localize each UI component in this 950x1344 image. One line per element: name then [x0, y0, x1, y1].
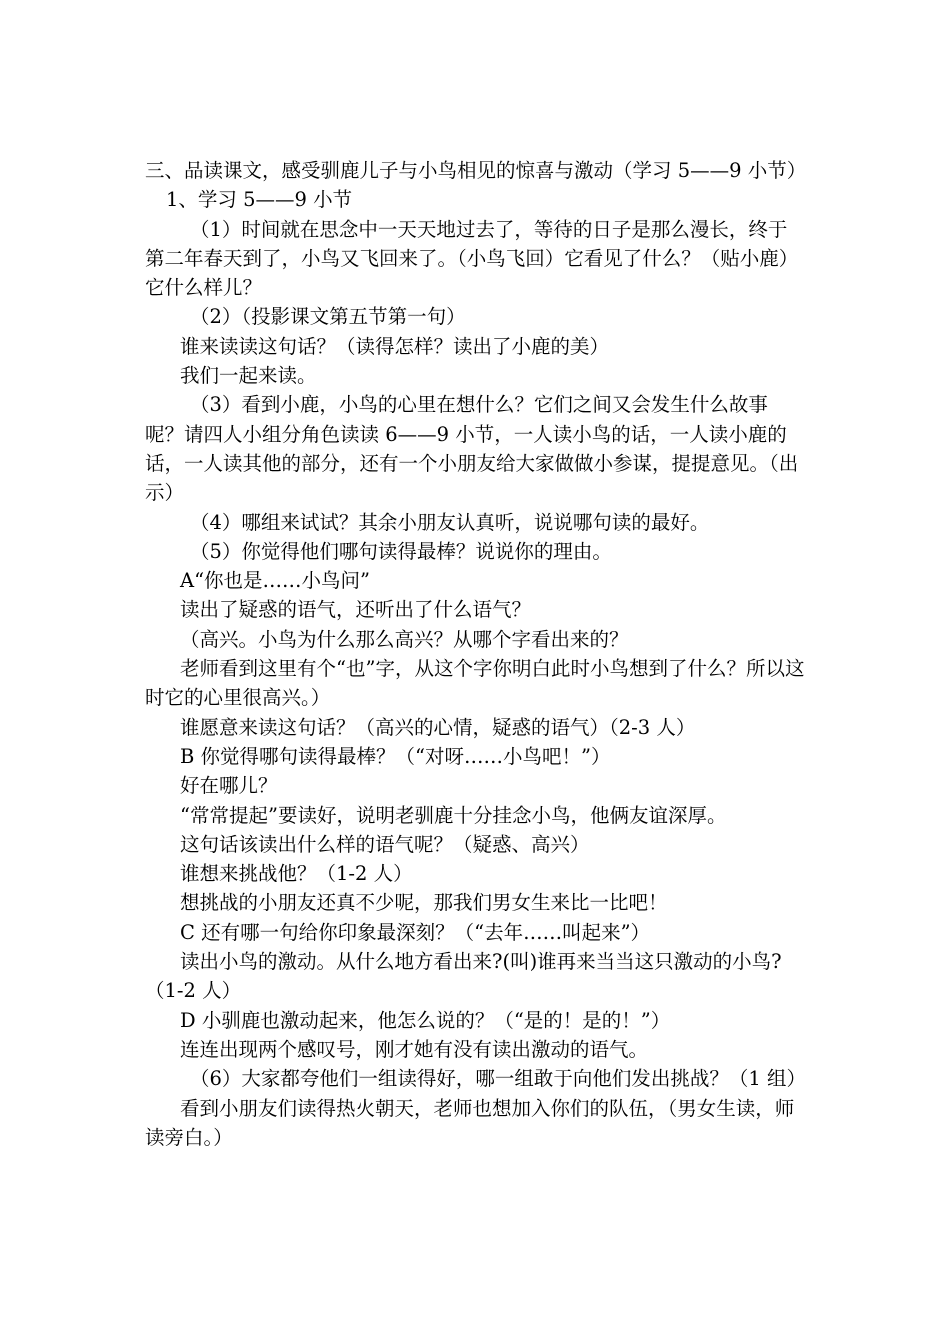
paragraph: 读出了疑惑的语气，还听出了什么语气？ [180, 598, 532, 622]
paragraph: 看到小朋友们读得热火朝天，老师也想加入你们的队伍，（男女生读，师读旁白。） [145, 1096, 795, 1149]
paragraph: 谁愿意来读这句话？（高兴的心情，疑惑的语气）（2-3 人） [180, 715, 696, 739]
paragraph: 连连出现两个感叹号，刚才她有没有读出激动的语气。 [180, 1037, 649, 1061]
paragraph: D 小驯鹿也激动起来，他怎么说的？（“是的！是的！”） [180, 1008, 671, 1032]
paragraph: （3）看到小鹿，小鸟的心里在想什么？它们之间又会发生什么故事呢？请四人小组分角色读读 6——9 小节，一人读小鸟的话，一人读小鹿的话，一人读其他的部分，还有一个小朋友给大家做做小参谋，提提意见。（出示） [145, 393, 799, 505]
paragraph: 谁想来挑战他？（1-2 人） [180, 862, 413, 886]
paragraph: A“你也是……小鸟问” [180, 569, 371, 593]
paragraph: （2）（投影课文第五节第一句） [190, 305, 466, 329]
paragraph: 老师看到这里有个“也”字，从这个字你明白此时小鸟想到了什么？所以这时它的心里很高兴。） [145, 657, 805, 710]
paragraph: 想挑战的小朋友还真不少呢，那我们男女生来比一比吧！ [180, 891, 668, 915]
paragraph: 好在哪儿？ [180, 774, 278, 798]
paragraph: 谁来读读这句话？（读得怎样？读出了小鹿的美） [180, 334, 610, 358]
paragraph: （1）时间就在思念中一天天地过去了，等待的日子是那么漫长，终于第二年春天到了，小鸟又飞回来了。（小鸟飞回）它看见了什么？（贴小鹿）它什么样儿？ [145, 217, 799, 300]
paragraph: 我们一起来读。 [180, 364, 317, 388]
paragraph: 1、学习 5——9 小节 [166, 188, 353, 212]
paragraph: 这句话该读出什么样的语气呢？（疑惑、高兴） [180, 832, 590, 856]
paragraph: （4）哪组来试试？其余小朋友认真听，说说哪句读的最好。 [190, 510, 710, 534]
paragraph: （高兴。小鸟为什么那么高兴？从哪个字看出来的？ [180, 627, 629, 651]
paragraph: （5）你觉得他们哪句读得最棒？说说你的理由。 [190, 539, 612, 563]
document-body [145, 156, 805, 1152]
paragraph: （6）大家都夸他们一组读得好，哪一组敢于向他们发出挑战？（1 组） [190, 1067, 807, 1091]
paragraph: C 还有哪一句给你印象最深刻？（“去年……叫起来”） [180, 920, 651, 944]
paragraph: B 你觉得哪句读得最棒？（“对呀……小鸟吧！”） [180, 744, 611, 768]
paragraph: 读出小鸟的激动。从什么地方看出来?(叫)谁再来当当这只激动的小鸟?（1-2 人） [145, 950, 782, 1003]
section-heading: 三、品读课文，感受驯鹿儿子与小鸟相见的惊喜与激动（学习 5——9 小节） [145, 159, 807, 182]
paragraph: “常常提起”要读好，说明老驯鹿十分挂念小鸟，他俩友谊深厚。 [180, 803, 727, 827]
